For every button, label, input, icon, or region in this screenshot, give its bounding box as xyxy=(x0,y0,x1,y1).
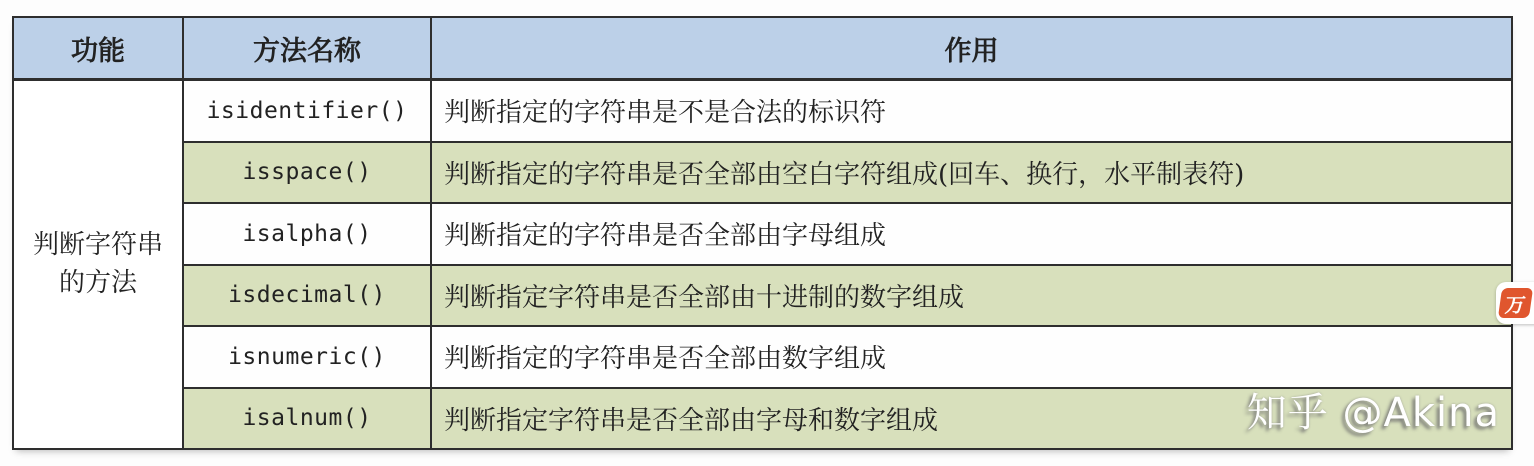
table-row-isidentifier xyxy=(184,81,1511,143)
header-method-name: 方法名称 xyxy=(184,18,432,78)
header-function: 功能 xyxy=(14,18,184,78)
category-line-2: 的方法 xyxy=(58,267,137,298)
method-name-cell: isdecimal() xyxy=(184,266,432,326)
method-name-cell: isspace() xyxy=(184,143,432,203)
purpose-cell: 判断指定的字符串是否全部由数字组成 xyxy=(444,344,887,375)
category-line-1: 判断字符串 xyxy=(32,229,163,260)
zhihu-watermark: 知乎 @Akina xyxy=(1246,390,1500,436)
purpose-cell: 判断指定字符串是否全部由字母和数字组成 xyxy=(444,405,939,436)
purpose-cell: 判断指定字符串是否全部由十进制的数字组成 xyxy=(444,282,965,313)
purpose-cell: 判断指定的字符串是不是合法的标识符 xyxy=(444,98,887,129)
wan-icon: 万 xyxy=(1497,288,1532,318)
method-name-cell: isalpha() xyxy=(184,204,432,264)
table-row-isspace xyxy=(184,143,1511,205)
header-purpose: 作用 xyxy=(944,35,999,67)
purpose-cell: 判断指定的字符串是否全部由字母组成 xyxy=(444,221,887,252)
table-header-row xyxy=(14,18,1511,81)
wan-badge xyxy=(1496,282,1534,324)
method-name-cell: isnumeric() xyxy=(184,327,432,387)
category-cell xyxy=(14,81,184,448)
table-row-isnumeric xyxy=(184,327,1511,389)
table-row-isalpha xyxy=(184,204,1511,266)
method-name-cell: isalnum() xyxy=(184,389,432,449)
method-name-cell: isidentifier() xyxy=(184,81,432,141)
purpose-cell: 判断指定的字符串是否全部由空白字符组成(回车、换行，水平制表符) xyxy=(444,159,1245,190)
table-row-isdecimal xyxy=(184,266,1511,328)
